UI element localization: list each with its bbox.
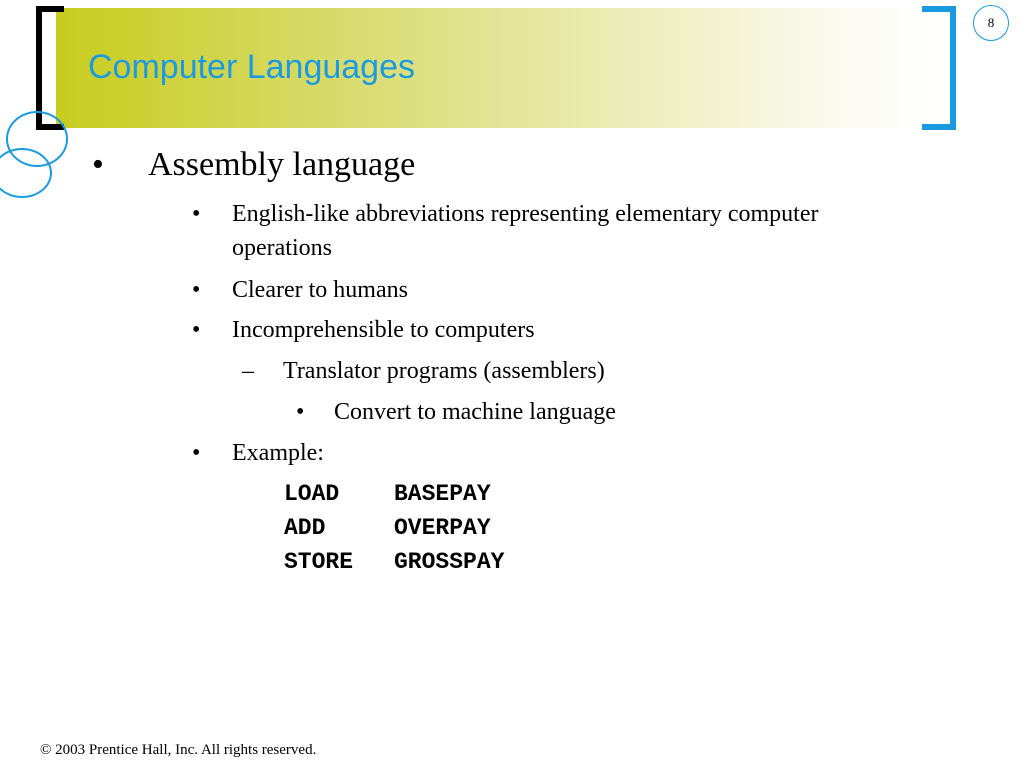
sub-bullet-english-like: English-like abbreviations representing elementary computer [232, 201, 819, 227]
sub-bullet-clearer: Clearer to humans [232, 277, 408, 303]
bullet-marker: • [92, 146, 104, 183]
sub-bullet-marker: • [296, 399, 305, 425]
code-arg: GROSSPAY [394, 549, 505, 575]
sub-bullet-english-like-cont: operations [232, 235, 332, 261]
page-number-text: 8 [987, 15, 995, 30]
sub-bullet-marker: • [192, 201, 201, 227]
circle-decoration [0, 148, 52, 198]
sub-bullet-translator: Translator programs (assemblers) [283, 358, 605, 384]
code-arg: BASEPAY [394, 481, 491, 507]
dash-marker: – [242, 358, 254, 384]
sub-bullet-marker: • [192, 317, 201, 343]
right-bracket-decoration [922, 6, 956, 130]
page-number [973, 5, 1009, 41]
bullet-assembly-language: Assembly language [148, 146, 416, 183]
code-op: LOAD [284, 481, 340, 507]
sub-bullet-marker: • [192, 440, 201, 466]
sub-bullet-convert: Convert to machine language [334, 399, 616, 425]
sub-bullet-example: Example: [232, 440, 324, 466]
code-op: STORE [284, 549, 354, 575]
sub-bullet-marker: • [192, 277, 201, 303]
copyright-footer: © 2003 Prentice Hall, Inc. All rights reserved. [40, 742, 317, 758]
sub-bullet-incomprehensible: Incomprehensible to computers [232, 317, 535, 343]
code-op: ADD [284, 515, 326, 541]
slide-title: Computer Languages [88, 48, 416, 86]
code-arg: OVERPAY [394, 515, 491, 541]
